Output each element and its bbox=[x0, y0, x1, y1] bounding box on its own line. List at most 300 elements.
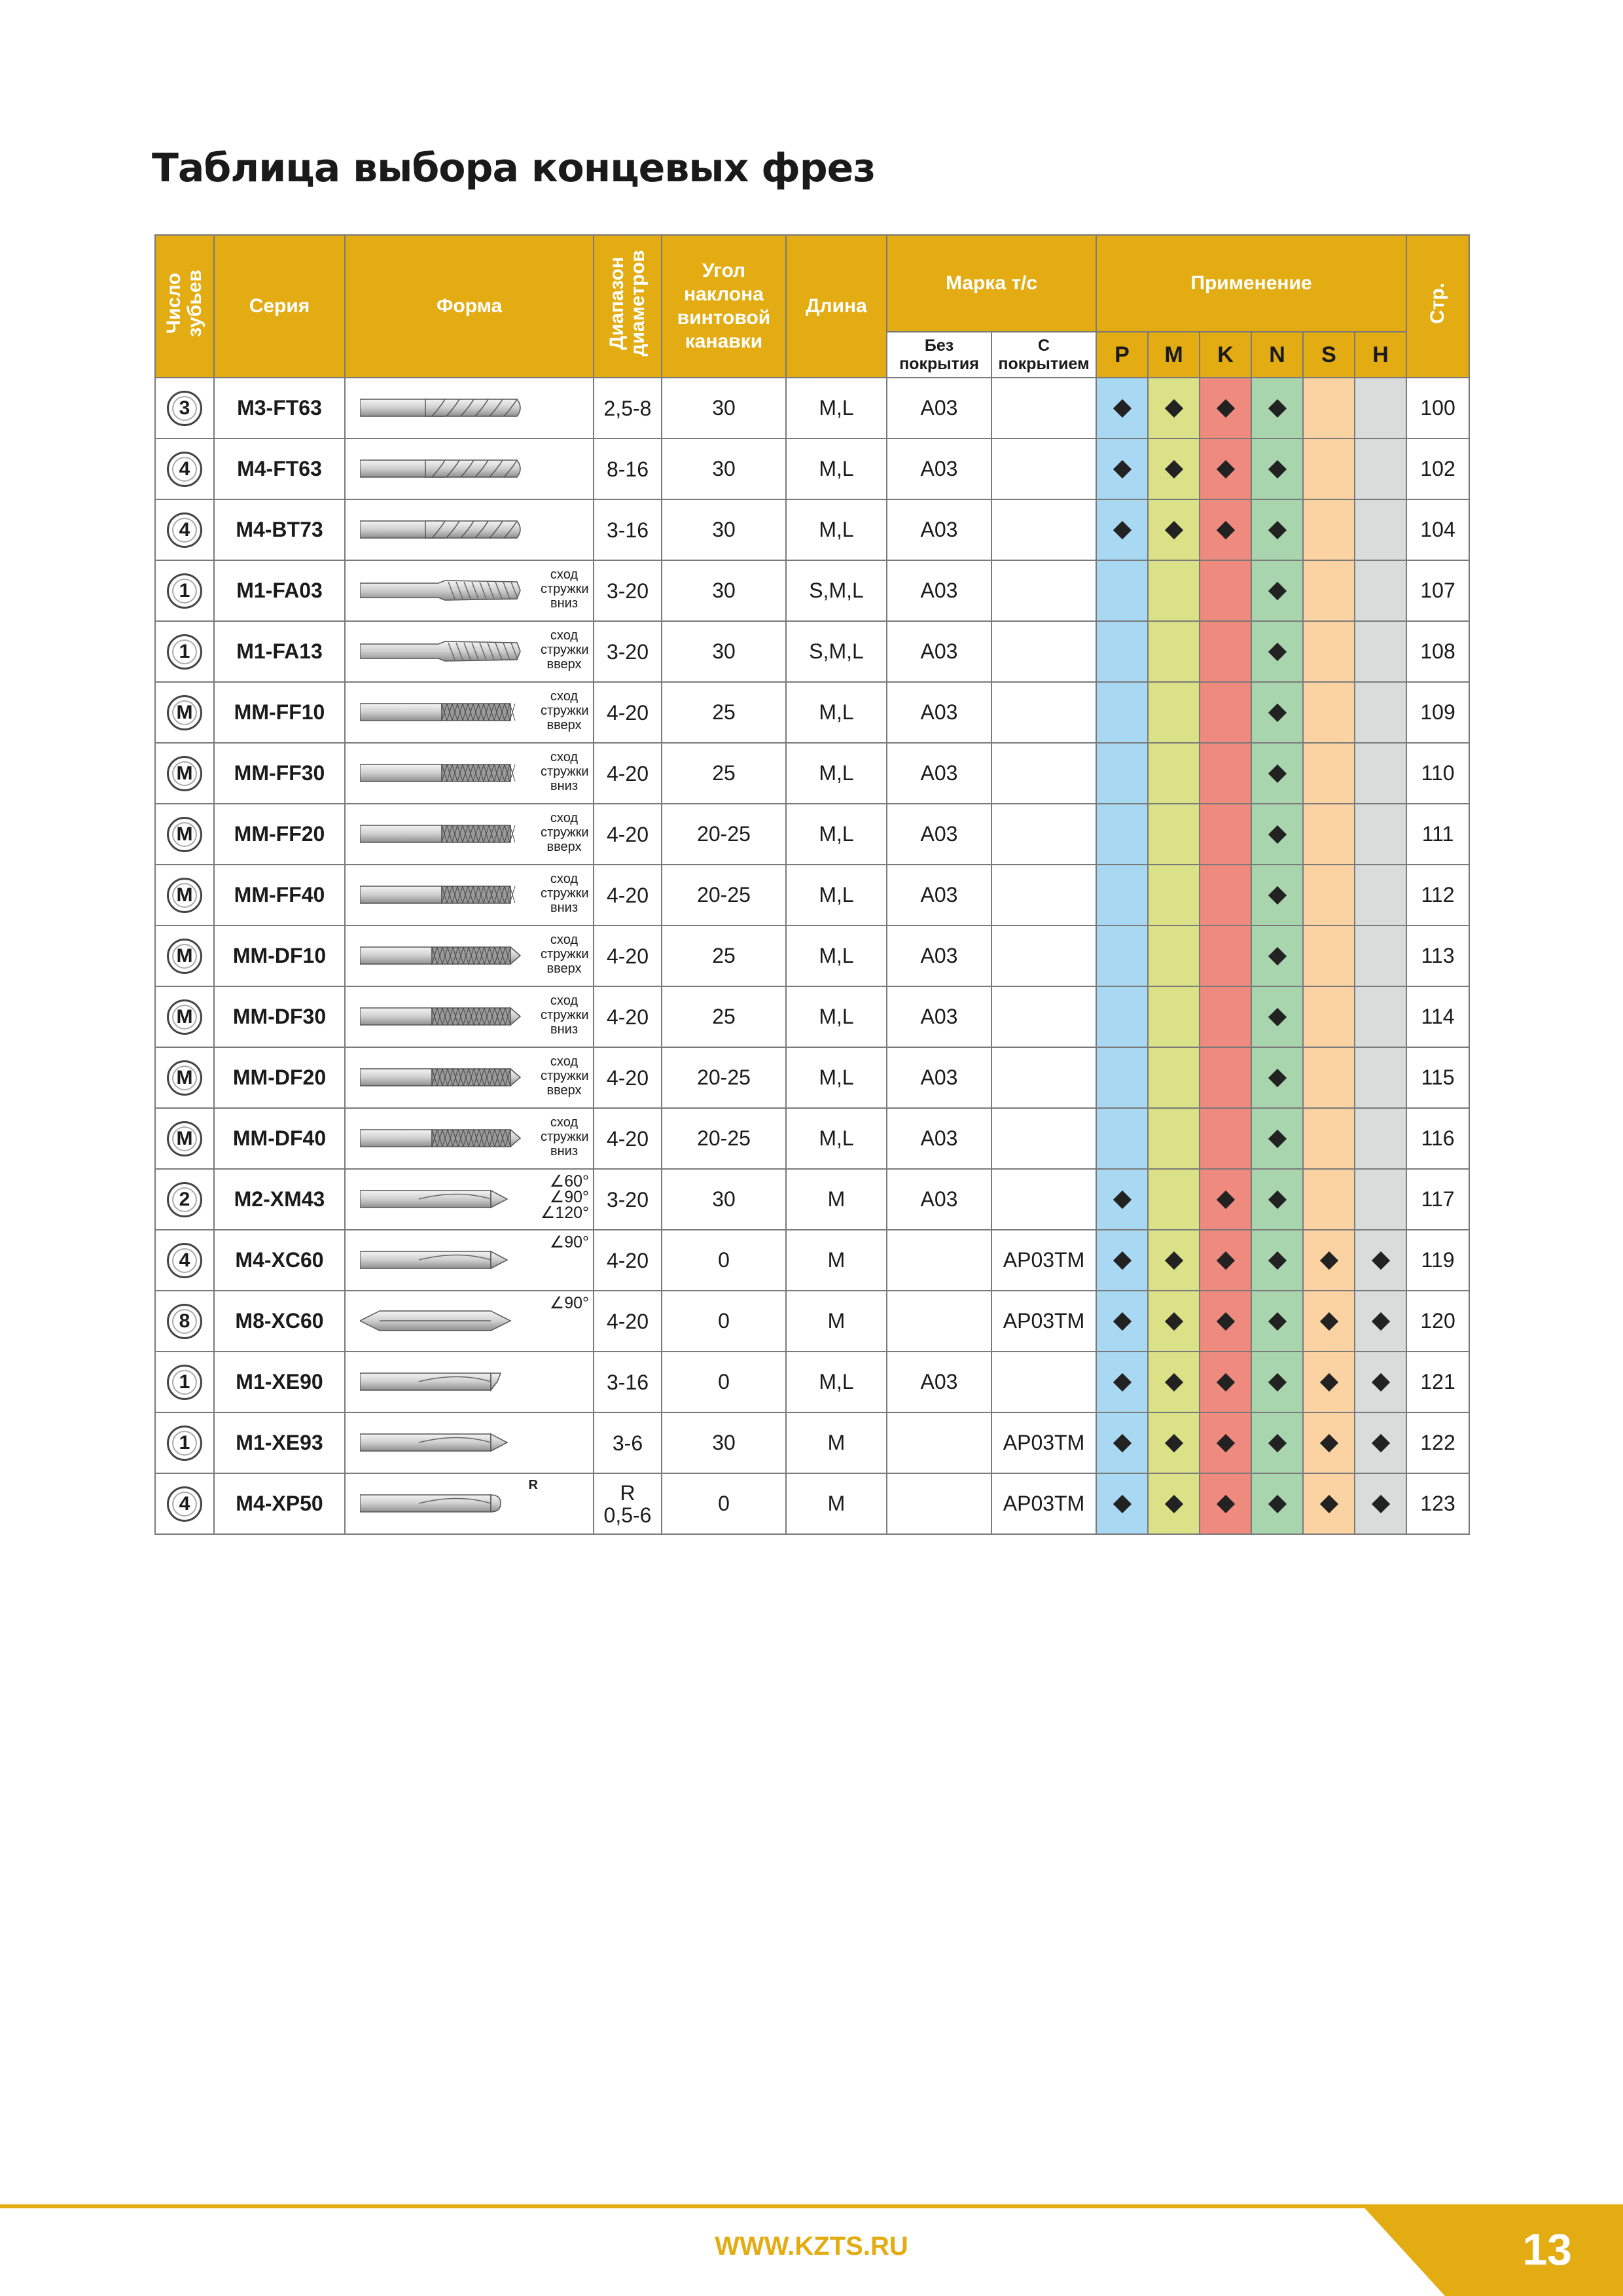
coated-grade-cell bbox=[991, 865, 1096, 925]
teeth-count-icon: 4 bbox=[167, 1486, 202, 1522]
end-mill-drawing-icon bbox=[360, 878, 524, 911]
header-shape: Форма bbox=[345, 235, 594, 378]
shape-cell bbox=[345, 499, 594, 560]
chip-flow-note: сход стружки вверх bbox=[541, 628, 589, 672]
series-cell: M4-BT73 bbox=[214, 499, 345, 560]
teeth-cell bbox=[155, 1291, 214, 1352]
helix-cell: 20-25 bbox=[662, 865, 786, 925]
header-diameter: Диапазон диаметров bbox=[594, 235, 662, 378]
app-cell-k bbox=[1200, 986, 1251, 1047]
coated-grade-cell bbox=[991, 743, 1096, 804]
app-cell-h bbox=[1355, 1291, 1406, 1352]
app-cell-k bbox=[1200, 1230, 1251, 1291]
diamond-icon bbox=[1216, 1434, 1234, 1452]
header-grade: Марка т/с bbox=[887, 235, 1096, 332]
coated-grade-cell bbox=[991, 378, 1096, 439]
diamond-icon bbox=[1216, 1251, 1234, 1270]
uncoated-grade-cell: A03 bbox=[887, 865, 991, 925]
table-row bbox=[155, 1230, 1469, 1291]
helix-cell: 25 bbox=[662, 925, 786, 986]
diamond-icon bbox=[1113, 1312, 1131, 1331]
app-cell-n bbox=[1251, 560, 1303, 621]
app-cell-h bbox=[1355, 560, 1406, 621]
app-cell-p bbox=[1096, 865, 1148, 925]
app-cell-n bbox=[1251, 1473, 1303, 1534]
app-cell-h bbox=[1355, 1473, 1406, 1534]
diameter-cell: R 0,5-6 bbox=[594, 1473, 662, 1534]
end-mill-drawing-icon bbox=[360, 1365, 524, 1398]
chip-flow-note: сход стружки вверх bbox=[541, 811, 589, 854]
app-cell-s bbox=[1303, 1230, 1355, 1291]
app-cell-m bbox=[1148, 378, 1200, 439]
diamond-icon bbox=[1164, 399, 1183, 418]
teeth-cell bbox=[155, 986, 214, 1047]
helix-cell: 25 bbox=[662, 986, 786, 1047]
page-ref-cell: 119 bbox=[1406, 1230, 1469, 1291]
diamond-icon bbox=[1164, 1495, 1183, 1513]
app-cell-s bbox=[1303, 1352, 1355, 1412]
diamond-icon bbox=[1216, 1191, 1234, 1209]
app-cell-p bbox=[1096, 1352, 1148, 1412]
uncoated-grade-cell: A03 bbox=[887, 986, 991, 1047]
diamond-icon bbox=[1268, 1069, 1286, 1087]
app-cell-m bbox=[1148, 925, 1200, 986]
table-row bbox=[155, 1352, 1469, 1412]
helix-cell: 30 bbox=[662, 499, 786, 560]
length-cell: M bbox=[786, 1412, 887, 1473]
table-row bbox=[155, 1047, 1469, 1108]
teeth-cell bbox=[155, 1108, 214, 1169]
app-cell-s bbox=[1303, 499, 1355, 560]
teeth-count-icon: 1 bbox=[167, 1365, 202, 1400]
chip-flow-note: сход стружки вниз bbox=[541, 567, 589, 611]
coated-grade-cell bbox=[991, 804, 1096, 865]
shape-cell bbox=[345, 865, 594, 925]
teeth-count-icon: M bbox=[167, 1121, 202, 1157]
diamond-icon bbox=[1268, 886, 1286, 905]
diameter-cell: 4-20 bbox=[594, 1291, 662, 1352]
page-number: 13 bbox=[1522, 2225, 1572, 2274]
helix-cell: 25 bbox=[662, 743, 786, 804]
point-angle-note: ∠90° bbox=[549, 1233, 589, 1251]
end-mill-drawing-icon bbox=[360, 1244, 524, 1276]
teeth-cell bbox=[155, 439, 214, 499]
page-ref-cell: 102 bbox=[1406, 439, 1469, 499]
length-cell: M bbox=[786, 1169, 887, 1230]
app-cell-k bbox=[1200, 804, 1251, 865]
app-cell-p bbox=[1096, 1412, 1148, 1473]
app-cell-p bbox=[1096, 1047, 1148, 1108]
shape-cell bbox=[345, 1412, 594, 1473]
diamond-icon bbox=[1113, 1191, 1131, 1209]
table-row bbox=[155, 439, 1469, 499]
page-ref-cell: 121 bbox=[1406, 1352, 1469, 1412]
app-cell-s bbox=[1303, 1291, 1355, 1352]
app-cell-s bbox=[1303, 1108, 1355, 1169]
table-row bbox=[155, 925, 1469, 986]
diamond-icon bbox=[1268, 399, 1286, 418]
helix-cell: 30 bbox=[662, 621, 786, 682]
app-cell-m bbox=[1148, 1352, 1200, 1412]
app-cell-n bbox=[1251, 743, 1303, 804]
diamond-icon bbox=[1268, 825, 1286, 844]
shape-cell bbox=[345, 682, 594, 743]
app-cell-s bbox=[1303, 1473, 1355, 1534]
diameter-cell: 3-20 bbox=[594, 621, 662, 682]
app-cell-k bbox=[1200, 499, 1251, 560]
table-row bbox=[155, 743, 1469, 804]
diamond-icon bbox=[1216, 1495, 1234, 1513]
table-row bbox=[155, 865, 1469, 925]
diamond-icon bbox=[1113, 1495, 1131, 1513]
page-ref-cell: 104 bbox=[1406, 499, 1469, 560]
length-cell: S,M,L bbox=[786, 560, 887, 621]
uncoated-grade-cell: A03 bbox=[887, 1169, 991, 1230]
length-cell: M,L bbox=[786, 1352, 887, 1412]
length-cell: M,L bbox=[786, 1047, 887, 1108]
table-row bbox=[155, 986, 1469, 1047]
helix-cell: 0 bbox=[662, 1291, 786, 1352]
diamond-icon bbox=[1164, 1312, 1183, 1331]
page-ref-cell: 107 bbox=[1406, 560, 1469, 621]
app-cell-s bbox=[1303, 804, 1355, 865]
series-cell: M1-FA03 bbox=[214, 560, 345, 621]
end-mill-drawing-icon bbox=[360, 757, 524, 789]
diameter-cell: 8-16 bbox=[594, 439, 662, 499]
teeth-cell bbox=[155, 499, 214, 560]
app-cell-s bbox=[1303, 621, 1355, 682]
app-cell-h bbox=[1355, 1108, 1406, 1169]
teeth-count-icon: M bbox=[167, 756, 202, 791]
page-ref-cell: 110 bbox=[1406, 743, 1469, 804]
app-cell-h bbox=[1355, 925, 1406, 986]
uncoated-grade-cell: A03 bbox=[887, 925, 991, 986]
length-cell: M,L bbox=[786, 499, 887, 560]
app-cell-p bbox=[1096, 560, 1148, 621]
coated-grade-cell bbox=[991, 439, 1096, 499]
point-angle-note: ∠90° bbox=[549, 1294, 589, 1312]
app-cell-m bbox=[1148, 743, 1200, 804]
length-cell: M,L bbox=[786, 378, 887, 439]
coated-grade-cell bbox=[991, 560, 1096, 621]
app-cell-n bbox=[1251, 1169, 1303, 1230]
end-mill-drawing-icon bbox=[360, 1061, 524, 1094]
chip-flow-note: сход стружки вниз bbox=[541, 1115, 589, 1158]
helix-cell: 30 bbox=[662, 560, 786, 621]
coated-grade-cell bbox=[991, 1352, 1096, 1412]
app-cell-h bbox=[1355, 743, 1406, 804]
diamond-icon bbox=[1319, 1373, 1338, 1391]
app-cell-m bbox=[1148, 1412, 1200, 1473]
teeth-cell bbox=[155, 865, 214, 925]
diamond-icon bbox=[1268, 1251, 1286, 1270]
shape-cell bbox=[345, 560, 594, 621]
diamond-icon bbox=[1268, 643, 1286, 661]
app-cell-n bbox=[1251, 499, 1303, 560]
app-cell-n bbox=[1251, 378, 1303, 439]
app-cell-n bbox=[1251, 682, 1303, 743]
app-cell-p bbox=[1096, 378, 1148, 439]
diamond-icon bbox=[1113, 399, 1131, 418]
diamond-icon bbox=[1216, 521, 1234, 539]
uncoated-grade-cell: A03 bbox=[887, 439, 991, 499]
app-cell-m bbox=[1148, 499, 1200, 560]
app-cell-p bbox=[1096, 1169, 1148, 1230]
diameter-cell: 3-20 bbox=[594, 1169, 662, 1230]
diamond-icon bbox=[1319, 1434, 1338, 1452]
diameter-cell: 4-20 bbox=[594, 1047, 662, 1108]
header-grade-uncoated: Без покрытия bbox=[887, 332, 991, 378]
page-ref-cell: 109 bbox=[1406, 682, 1469, 743]
chip-flow-note: сход стружки вверх bbox=[541, 689, 589, 732]
app-cell-m bbox=[1148, 621, 1200, 682]
series-cell: MM-DF20 bbox=[214, 1047, 345, 1108]
diameter-cell: 3-20 bbox=[594, 560, 662, 621]
app-cell-h bbox=[1355, 865, 1406, 925]
coated-grade-cell bbox=[991, 682, 1096, 743]
app-cell-h bbox=[1355, 1169, 1406, 1230]
app-cell-m bbox=[1148, 1108, 1200, 1169]
app-cell-n bbox=[1251, 1108, 1303, 1169]
coated-grade-cell bbox=[991, 986, 1096, 1047]
coated-grade-cell bbox=[991, 1047, 1096, 1108]
app-cell-p bbox=[1096, 804, 1148, 865]
app-cell-s bbox=[1303, 986, 1355, 1047]
app-cell-m bbox=[1148, 1473, 1200, 1534]
series-cell: M4-FT63 bbox=[214, 439, 345, 499]
series-cell: MM-FF30 bbox=[214, 743, 345, 804]
teeth-count-icon: M bbox=[167, 1060, 202, 1096]
app-cell-s bbox=[1303, 1047, 1355, 1108]
end-mill-drawing-icon bbox=[360, 939, 524, 972]
diameter-cell: 4-20 bbox=[594, 865, 662, 925]
chip-flow-note: сход стружки вверх bbox=[541, 1054, 589, 1098]
app-cell-n bbox=[1251, 439, 1303, 499]
length-cell: M,L bbox=[786, 743, 887, 804]
end-mill-drawing-icon bbox=[360, 696, 524, 728]
shape-cell bbox=[345, 1291, 594, 1352]
series-cell: MM-DF40 bbox=[214, 1108, 345, 1169]
series-cell: MM-DF10 bbox=[214, 925, 345, 986]
shape-cell bbox=[345, 986, 594, 1047]
length-cell: M,L bbox=[786, 925, 887, 986]
series-cell: M1-XE90 bbox=[214, 1352, 345, 1412]
shape-cell bbox=[345, 925, 594, 986]
uncoated-grade-cell: A03 bbox=[887, 560, 991, 621]
length-cell: M,L bbox=[786, 682, 887, 743]
app-cell-s bbox=[1303, 743, 1355, 804]
app-cell-m bbox=[1148, 1291, 1200, 1352]
diamond-icon bbox=[1164, 1251, 1183, 1270]
diamond-icon bbox=[1371, 1312, 1389, 1331]
header-iso-p: P bbox=[1096, 332, 1148, 378]
app-cell-h bbox=[1355, 1352, 1406, 1412]
app-cell-s bbox=[1303, 1412, 1355, 1473]
diamond-icon bbox=[1371, 1373, 1389, 1391]
series-cell: M4-XC60 bbox=[214, 1230, 345, 1291]
helix-cell: 30 bbox=[662, 1412, 786, 1473]
app-cell-m bbox=[1148, 1047, 1200, 1108]
teeth-cell bbox=[155, 1047, 214, 1108]
app-cell-n bbox=[1251, 1047, 1303, 1108]
teeth-count-icon: M bbox=[167, 939, 202, 974]
uncoated-grade-cell: A03 bbox=[887, 378, 991, 439]
app-cell-h bbox=[1355, 986, 1406, 1047]
uncoated-grade-cell: A03 bbox=[887, 499, 991, 560]
shape-cell bbox=[345, 804, 594, 865]
app-cell-k bbox=[1200, 743, 1251, 804]
app-cell-s bbox=[1303, 439, 1355, 499]
uncoated-grade-cell bbox=[887, 1412, 991, 1473]
app-cell-h bbox=[1355, 804, 1406, 865]
diameter-cell: 4-20 bbox=[594, 682, 662, 743]
page-ref-cell: 108 bbox=[1406, 621, 1469, 682]
uncoated-grade-cell: A03 bbox=[887, 743, 991, 804]
diamond-icon bbox=[1268, 521, 1286, 539]
helix-cell: 30 bbox=[662, 1169, 786, 1230]
diamond-icon bbox=[1268, 1191, 1286, 1209]
series-cell: M1-XE93 bbox=[214, 1412, 345, 1473]
footer-url[interactable]: WWW.KZTS.RU bbox=[715, 2232, 908, 2261]
diamond-icon bbox=[1113, 460, 1131, 478]
uncoated-grade-cell bbox=[887, 1291, 991, 1352]
series-cell: MM-FF10 bbox=[214, 682, 345, 743]
diamond-icon bbox=[1268, 460, 1286, 478]
teeth-cell bbox=[155, 682, 214, 743]
diamond-icon bbox=[1268, 1373, 1286, 1391]
diamond-icon bbox=[1268, 1434, 1286, 1452]
teeth-count-icon: 4 bbox=[167, 452, 202, 487]
teeth-count-icon: M bbox=[167, 878, 202, 913]
teeth-count-icon: 1 bbox=[167, 634, 202, 670]
app-cell-n bbox=[1251, 1352, 1303, 1412]
page-ref-cell: 120 bbox=[1406, 1291, 1469, 1352]
diamond-icon bbox=[1268, 947, 1286, 965]
end-mill-drawing-icon bbox=[360, 452, 524, 485]
diamond-icon bbox=[1216, 399, 1234, 418]
app-cell-k bbox=[1200, 682, 1251, 743]
page-ref-cell: 111 bbox=[1406, 804, 1469, 865]
app-cell-k bbox=[1200, 560, 1251, 621]
teeth-cell bbox=[155, 1169, 214, 1230]
shape-cell bbox=[345, 1169, 594, 1230]
app-cell-k bbox=[1200, 378, 1251, 439]
app-cell-h bbox=[1355, 439, 1406, 499]
diameter-cell: 4-20 bbox=[594, 986, 662, 1047]
radius-mark: R bbox=[528, 1478, 538, 1492]
teeth-count-icon: 1 bbox=[167, 1426, 202, 1461]
uncoated-grade-cell: A03 bbox=[887, 804, 991, 865]
header-iso-n: N bbox=[1251, 332, 1303, 378]
shape-cell bbox=[345, 1108, 594, 1169]
app-cell-k bbox=[1200, 1473, 1251, 1534]
coated-grade-cell bbox=[991, 621, 1096, 682]
diameter-cell: 2,5-8 bbox=[594, 378, 662, 439]
app-cell-p bbox=[1096, 743, 1148, 804]
diamond-icon bbox=[1164, 1434, 1183, 1452]
length-cell: S,M,L bbox=[786, 621, 887, 682]
helix-cell: 0 bbox=[662, 1230, 786, 1291]
page-ref-cell: 116 bbox=[1406, 1108, 1469, 1169]
diamond-icon bbox=[1319, 1495, 1338, 1513]
diamond-icon bbox=[1113, 521, 1131, 539]
app-cell-h bbox=[1355, 1412, 1406, 1473]
length-cell: M bbox=[786, 1291, 887, 1352]
app-cell-m bbox=[1148, 1169, 1200, 1230]
app-cell-s bbox=[1303, 682, 1355, 743]
diamond-icon bbox=[1164, 460, 1183, 478]
header-teeth: Число зубьев bbox=[155, 235, 214, 378]
diamond-icon bbox=[1268, 764, 1286, 783]
end-mill-selection-table bbox=[154, 234, 1470, 1535]
coated-grade-cell bbox=[991, 1108, 1096, 1169]
shape-cell bbox=[345, 378, 594, 439]
coated-grade-cell: AP03TM bbox=[991, 1412, 1096, 1473]
app-cell-h bbox=[1355, 621, 1406, 682]
header-helix: Угол наклона винтовой канавки bbox=[662, 235, 786, 378]
header-grade-coated: С покрытием bbox=[991, 332, 1096, 378]
teeth-cell bbox=[155, 1230, 214, 1291]
teeth-cell bbox=[155, 1473, 214, 1534]
uncoated-grade-cell: A03 bbox=[887, 1047, 991, 1108]
header-iso-k: K bbox=[1200, 332, 1251, 378]
helix-cell: 20-25 bbox=[662, 804, 786, 865]
shape-cell bbox=[345, 1230, 594, 1291]
app-cell-h bbox=[1355, 1230, 1406, 1291]
app-cell-p bbox=[1096, 1108, 1148, 1169]
length-cell: M,L bbox=[786, 1108, 887, 1169]
chip-flow-note: сход стружки вниз bbox=[541, 750, 589, 793]
diameter-cell: 4-20 bbox=[594, 925, 662, 986]
shape-cell bbox=[345, 1352, 594, 1412]
teeth-count-icon: 4 bbox=[167, 512, 202, 548]
table-row bbox=[155, 560, 1469, 621]
app-cell-n bbox=[1251, 925, 1303, 986]
header-iso-s: S bbox=[1303, 332, 1355, 378]
teeth-count-icon: 8 bbox=[167, 1304, 202, 1339]
diamond-icon bbox=[1268, 1495, 1286, 1513]
table-row bbox=[155, 1169, 1469, 1230]
page-ref-cell: 113 bbox=[1406, 925, 1469, 986]
app-cell-p bbox=[1096, 925, 1148, 986]
teeth-cell bbox=[155, 1352, 214, 1412]
teeth-cell bbox=[155, 804, 214, 865]
table-row bbox=[155, 621, 1469, 682]
app-cell-h bbox=[1355, 378, 1406, 439]
length-cell: M bbox=[786, 1230, 887, 1291]
end-mill-drawing-icon bbox=[360, 1304, 524, 1337]
teeth-cell bbox=[155, 560, 214, 621]
diamond-icon bbox=[1268, 582, 1286, 600]
app-cell-s bbox=[1303, 1169, 1355, 1230]
point-angle-note: ∠60° ∠90° ∠120° bbox=[540, 1172, 589, 1222]
shape-cell bbox=[345, 621, 594, 682]
uncoated-grade-cell: A03 bbox=[887, 1108, 991, 1169]
shape-cell bbox=[345, 743, 594, 804]
diameter-cell: 3-16 bbox=[594, 1352, 662, 1412]
app-cell-p bbox=[1096, 1291, 1148, 1352]
app-cell-h bbox=[1355, 682, 1406, 743]
series-cell: M4-XP50 bbox=[214, 1473, 345, 1534]
shape-cell bbox=[345, 439, 594, 499]
app-cell-n bbox=[1251, 621, 1303, 682]
header-page: Стр. bbox=[1406, 235, 1469, 378]
app-cell-m bbox=[1148, 865, 1200, 925]
teeth-cell bbox=[155, 1412, 214, 1473]
teeth-count-icon: M bbox=[167, 999, 202, 1035]
teeth-count-icon: M bbox=[167, 817, 202, 852]
diamond-icon bbox=[1113, 1251, 1131, 1270]
